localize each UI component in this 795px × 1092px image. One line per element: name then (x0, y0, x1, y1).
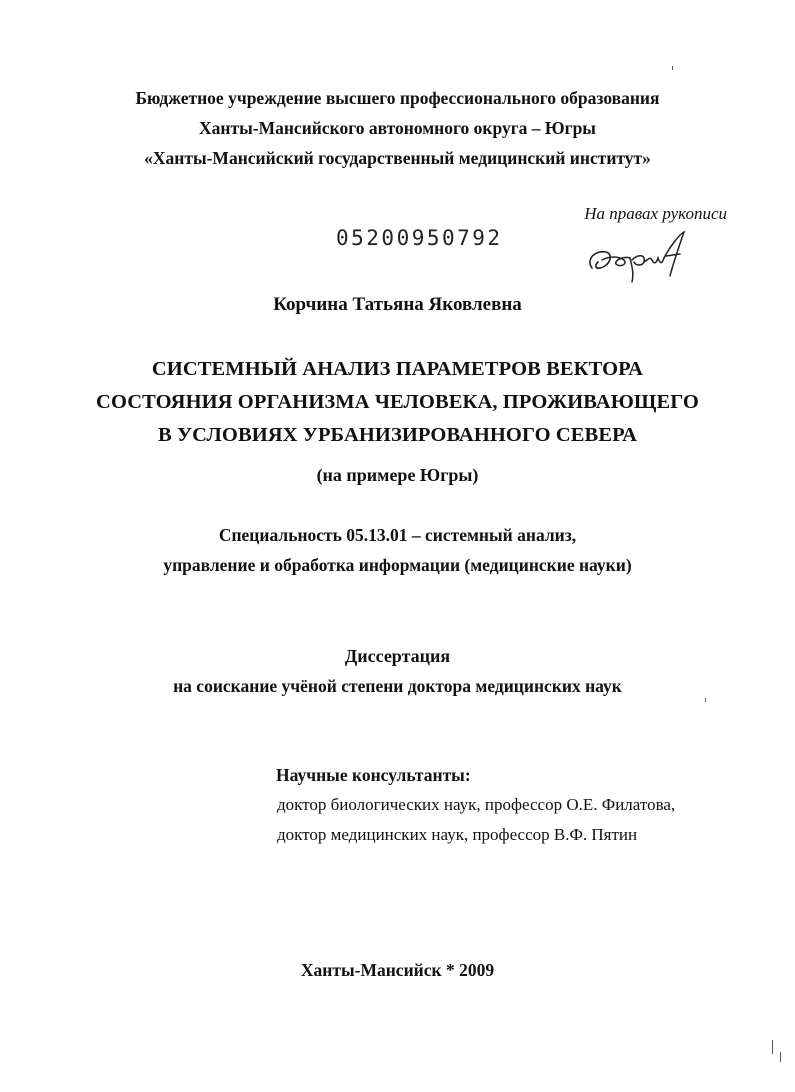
institution-line-1: Бюджетное учреждение высшего профессионального образования (135, 88, 660, 108)
title-subtitle: (на примере Югры) (316, 465, 479, 485)
institution-line-3: «Ханты-Мансийский государственный медицинский институт» (144, 148, 651, 168)
dissertation-heading: Диссертация (344, 646, 451, 666)
scan-speck (780, 1052, 781, 1062)
consultant-item: доктор биологических наук, профессор О.Е. Филатова, (277, 795, 676, 814)
scan-speck (772, 1040, 773, 1054)
consultants-heading: Научные консультанты: (276, 765, 471, 785)
footer-city-year: Ханты-Мансийск * 2009 (300, 960, 495, 980)
specialty-line-1: Специальность 05.13.01 – системный анализ, (218, 525, 577, 545)
author-name: Корчина Татьяна Яковлевна (273, 294, 522, 315)
specialty-line-2: управление и обработка информации (медицинские науки) (163, 555, 632, 575)
scan-speck (705, 698, 706, 702)
dissertation-degree: на соискание учёной степени доктора медицинских наук (173, 676, 622, 696)
consultant-item: доктор медицинских наук, профессор В.Ф. Пятин (277, 825, 638, 844)
manuscript-note: На правах рукописи (584, 204, 727, 223)
scan-speck (672, 66, 673, 70)
signature-icon (584, 226, 694, 290)
title-line-2: СОСТОЯНИЯ ОРГАНИЗМА ЧЕЛОВЕКА, ПРОЖИВАЮЩЕГО (96, 391, 699, 413)
title-line-1: СИСТЕМНЫЙ АНАЛИЗ ПАРАМЕТРОВ ВЕКТОРА (151, 358, 644, 380)
institution-line-2: Ханты-Мансийского автономного округа – Югры (199, 118, 596, 138)
catalog-number: 05200950792 (336, 226, 503, 250)
title-line-3: В УСЛОВИЯХ УРБАНИЗИРОВАННОГО СЕВЕРА (157, 424, 638, 446)
